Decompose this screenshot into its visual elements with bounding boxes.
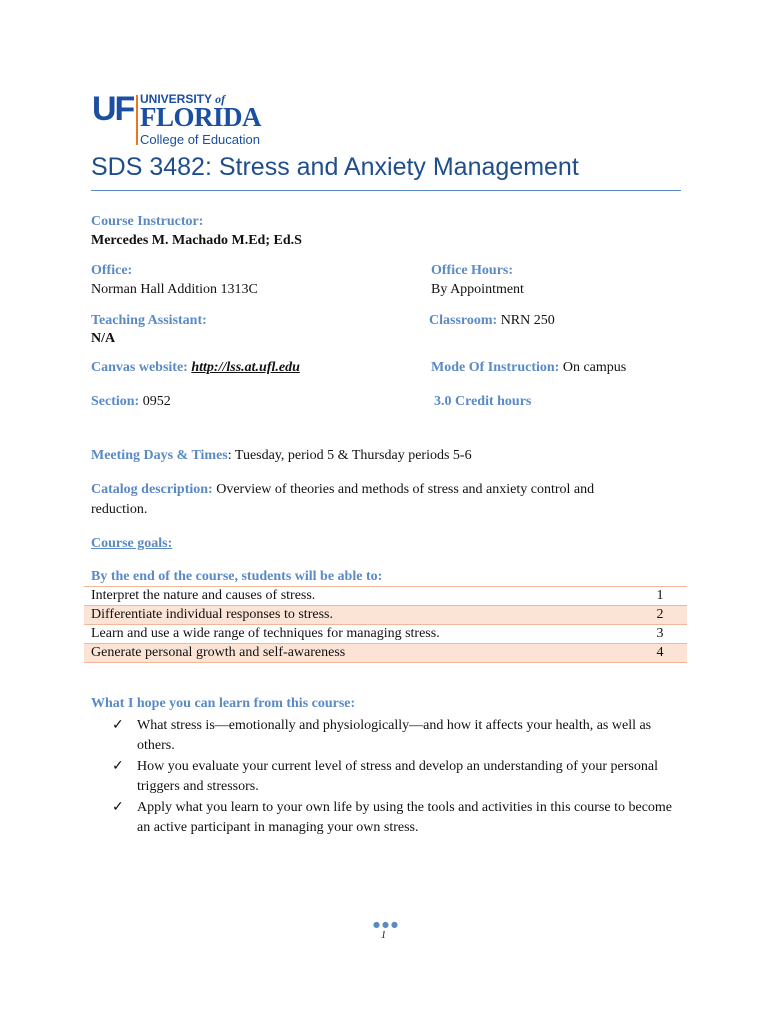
- title-divider: [91, 190, 681, 191]
- goal-number: 1: [633, 587, 687, 606]
- hope-text: Apply what you learn to your own life by using the tools and activities in this course to become an active participant in managing your own stress.: [137, 800, 673, 835]
- footer-dots-icon: ●●●: [373, 920, 400, 929]
- goals-table: [84, 586, 687, 663]
- goal-number: 3: [633, 625, 687, 644]
- logo-university-word: UNIVERSITY: [140, 92, 212, 106]
- catalog-line-1: Overview of theories and methods of stress and anxiety control and: [212, 482, 595, 497]
- goal-text: Interpret the nature and causes of stress.: [84, 587, 633, 606]
- goal-number: 4: [633, 644, 687, 663]
- table-row: [84, 606, 687, 625]
- checkmark-icon: ✓: [112, 800, 124, 815]
- logo-college-text: College of Education: [140, 132, 260, 147]
- checkmark-icon: ✓: [112, 759, 124, 774]
- goal-number: 2: [633, 606, 687, 625]
- logo-florida-text: FLORIDA: [140, 102, 262, 132]
- logo-of-word: of: [215, 92, 226, 106]
- goals-intro: By the end of the course, students will be able to:: [91, 569, 383, 584]
- table-row: [84, 644, 687, 663]
- ta-value: N/A: [91, 331, 116, 346]
- meeting-row: [91, 447, 472, 465]
- list-item: [110, 757, 685, 797]
- meeting-value: : Tuesday, period 5 & Thursday periods 5-6: [227, 448, 472, 463]
- section-label: Section:: [91, 394, 140, 409]
- goal-text: Learn and use a wide range of techniques for managing stress.: [84, 625, 633, 644]
- instructor-value: Mercedes M. Machado M.Ed; Ed.S: [91, 233, 302, 248]
- canvas-label: Canvas website:: [91, 360, 192, 375]
- canvas-row: [91, 359, 300, 377]
- section-value: 0952: [139, 394, 171, 409]
- hope-text: What stress is—emotionally and physiologically—and how it affects your health, as well as others.: [137, 718, 652, 753]
- checkmark-icon: ✓: [112, 718, 124, 733]
- goal-text: Differentiate individual responses to stress.: [84, 606, 633, 625]
- page-title: SDS 3482: Stress and Anxiety Management: [91, 153, 579, 181]
- uf-logo-mark: UF: [92, 90, 134, 128]
- mode-value: On campus: [559, 360, 627, 375]
- mode-label: Mode Of Instruction:: [431, 360, 560, 375]
- hope-list: [110, 716, 685, 839]
- canvas-link[interactable]: http://lss.at.ufl.edu: [191, 360, 300, 375]
- credit-hours: 3.0 Credit hours: [434, 394, 532, 409]
- course-goals-heading: Course goals:: [91, 536, 173, 551]
- mode-row: [431, 359, 626, 377]
- classroom-row: [429, 312, 555, 330]
- classroom-value: NRN 250: [497, 313, 555, 328]
- ta-label: Teaching Assistant:: [91, 313, 207, 328]
- classroom-label: Classroom:: [429, 313, 498, 328]
- list-item: [110, 798, 685, 838]
- office-hours-label: Office Hours:: [431, 263, 514, 278]
- list-item: [110, 716, 685, 756]
- hope-text: How you evaluate your current level of stress and develop an understanding of your personal triggers and stressors.: [137, 759, 658, 794]
- office-label: Office:: [91, 263, 133, 278]
- logo-divider: [136, 95, 138, 145]
- office-hours-value: By Appointment: [431, 282, 524, 297]
- catalog-label: Catalog description:: [91, 482, 213, 497]
- catalog-line-2: reduction.: [91, 502, 148, 517]
- catalog-row: [91, 481, 594, 499]
- hope-heading: What I hope you can learn from this course:: [91, 696, 356, 711]
- instructor-label: Course Instructor:: [91, 214, 204, 229]
- meeting-label: Meeting Days & Times: [91, 448, 228, 463]
- section-row: [91, 393, 171, 411]
- table-row: [84, 587, 687, 606]
- page-number: 1: [381, 930, 386, 941]
- goal-text: Generate personal growth and self-awareness: [84, 644, 633, 663]
- office-value: Norman Hall Addition 1313C: [91, 282, 258, 297]
- table-row: [84, 625, 687, 644]
